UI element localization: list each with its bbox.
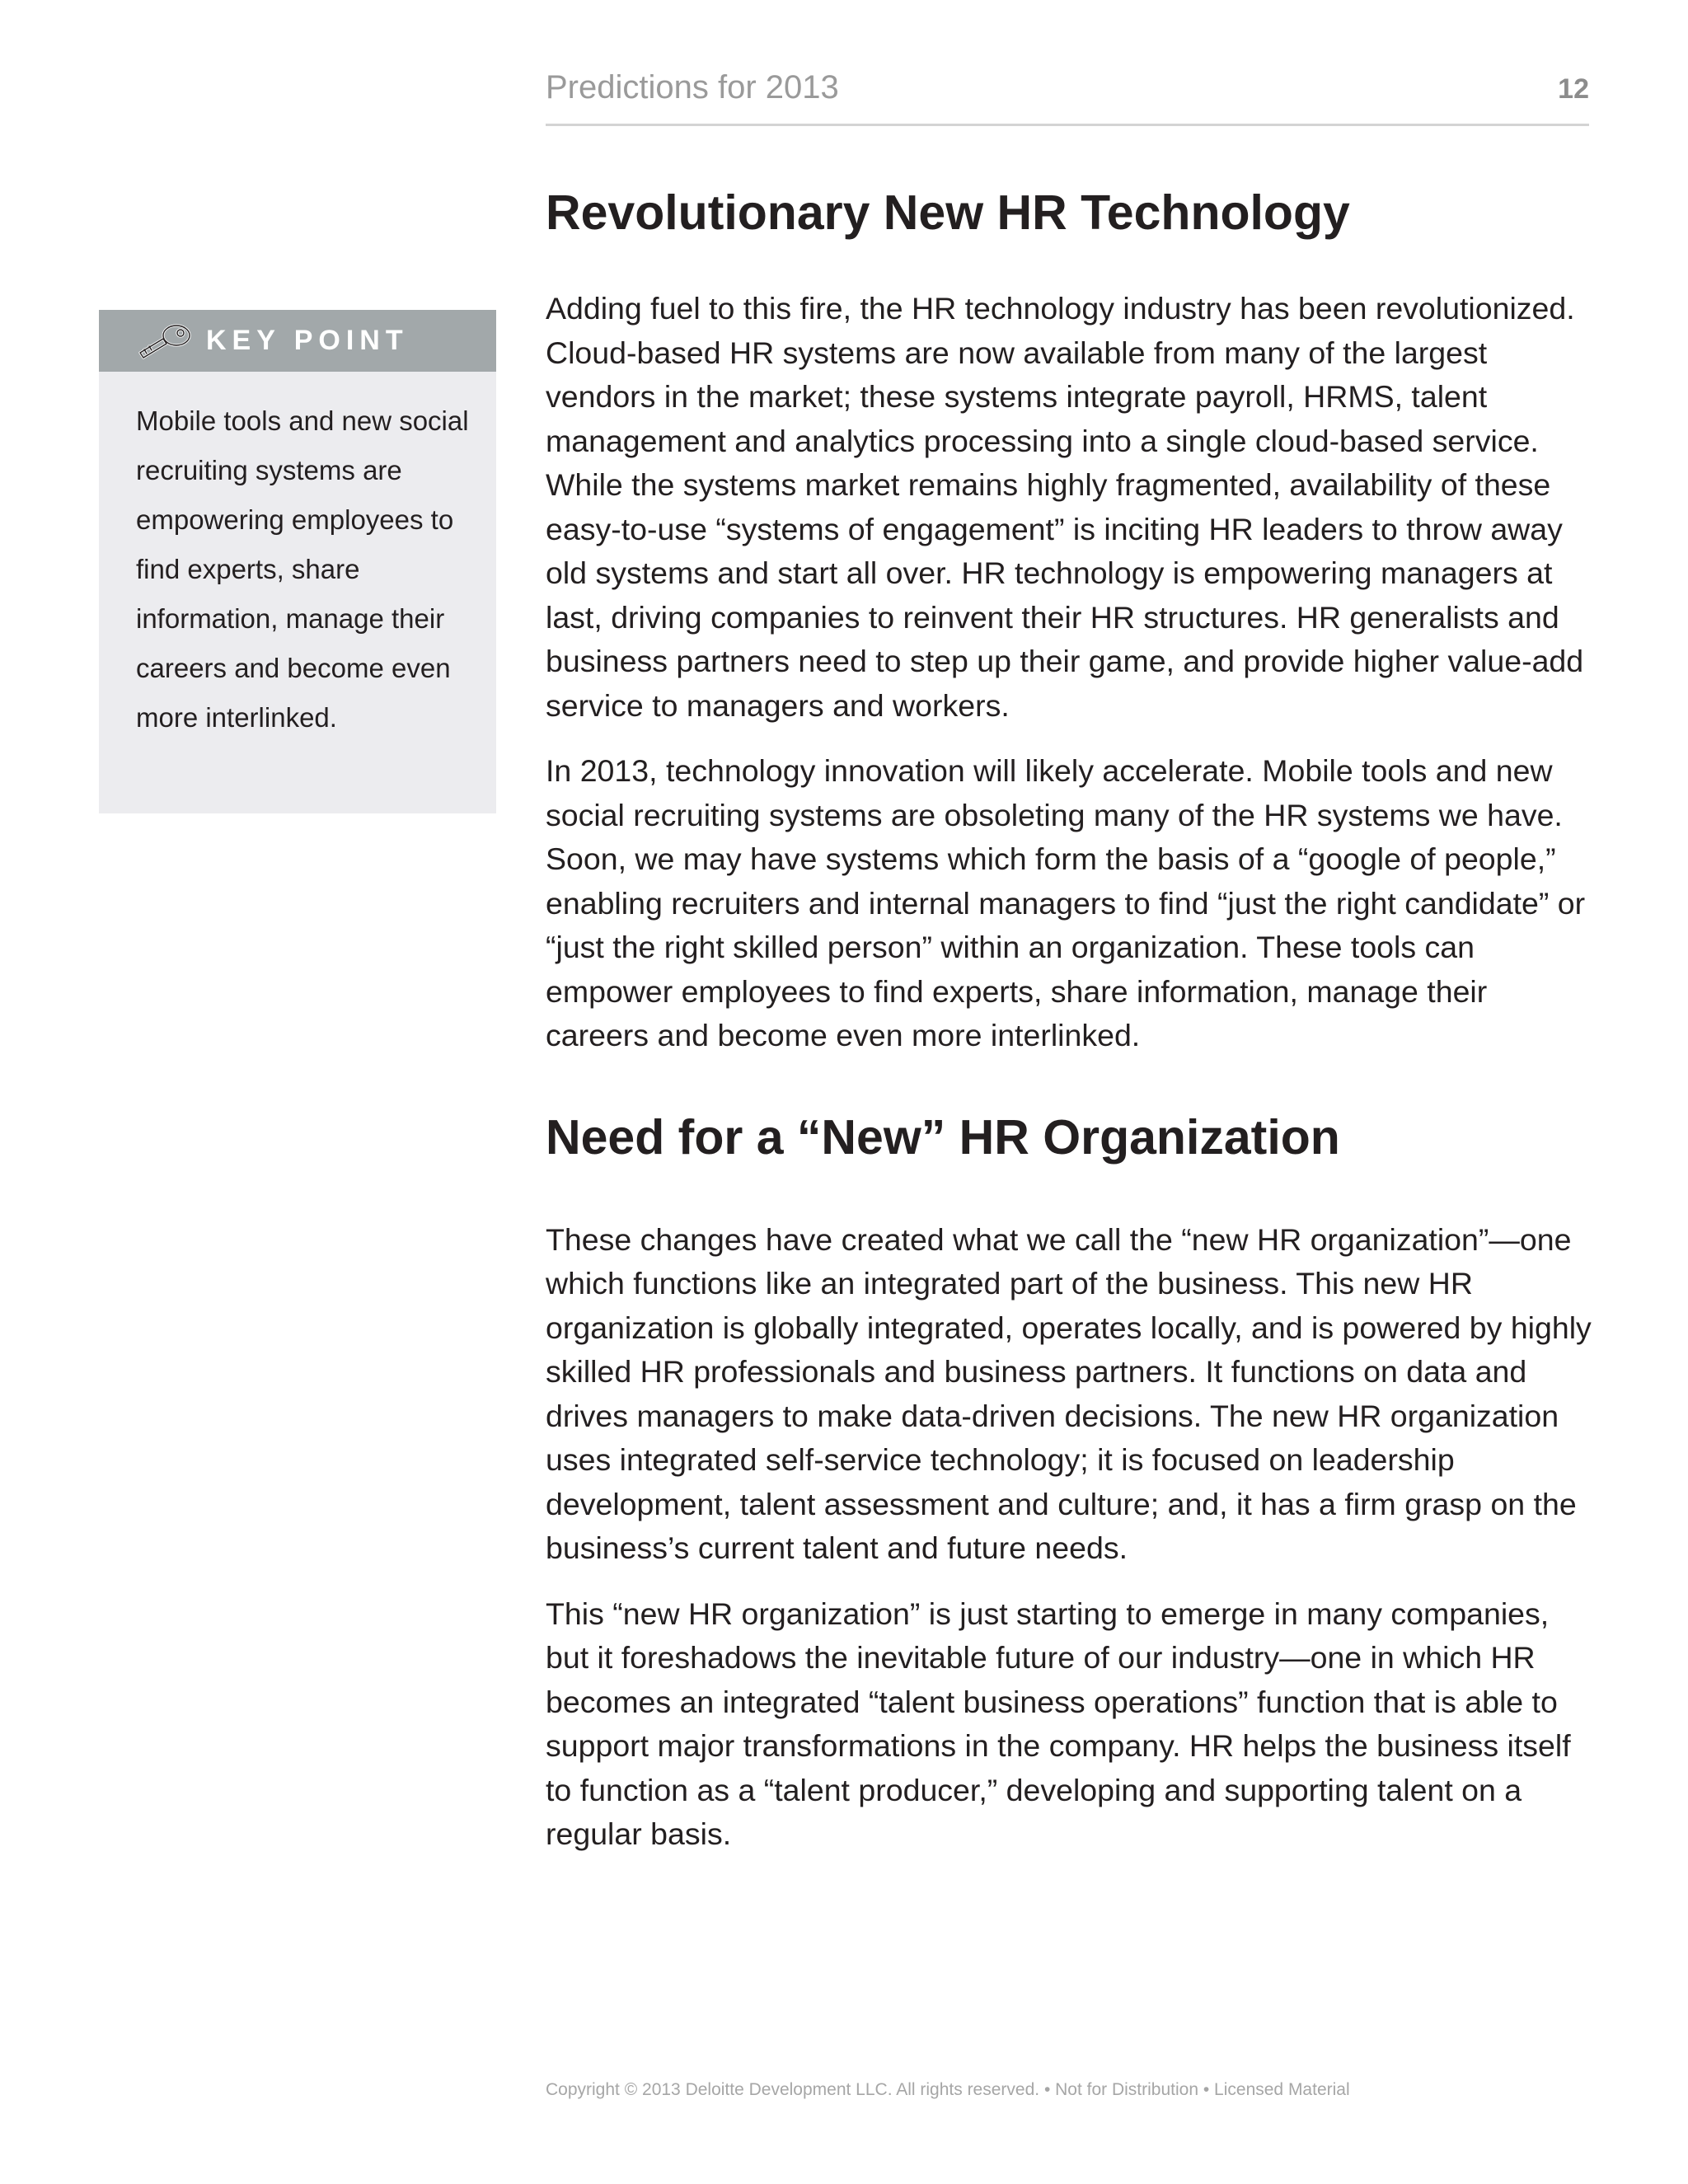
page-number: 12 (1558, 73, 1589, 105)
paragraph: Adding fuel to this fire, the HR technology industry has been revolutionized. Cloud-based HR systems are now available from many of the largest vendors in the market; these systems integrate payroll, HRMS, talent management and analytics processing into a single cloud-based service. While the systems market remains highly fragmented, availability of these easy-to-use “systems of engagement” is inciting HR leaders to throw away old systems and start all over. HR technology is empowering managers at last, driving companies to reinvent their HR structures. HR generalists and business partners need to step up their game, and provide higher value-add service to managers and workers. (546, 291, 1584, 723)
section-heading-new-hr-organization: Need for a “New” HR Organization (546, 1109, 1340, 1165)
key-icon (135, 322, 193, 360)
paragraph: These changes have created what we call the “new HR organization”—one which functions like an integrated part of the business. This new HR organization is globally integrated, operates locally, and is powered by highly skilled HR professionals and business partners. It functions on data and drives managers to make data-driven decisions. The new HR organization uses integrated self-service technology; it is focused on leadership development, talent assessment and culture; and, it has a firm grasp on the business’s current talent and future needs. (546, 1221, 1592, 1565)
paragraph: This “new HR organization” is just starting to emerge in many companies, but it foreshadows the inevitable future of our industry—one in which HR becomes an integrated “talent business operations” function that is able to support major transformations in the company. HR helps the business itself to function as a “talent producer,” developing and supporting talent on a regular basis. (546, 1596, 1571, 1851)
page-header (546, 66, 1589, 126)
key-point-text: Mobile tools and new social recruiting systems are empowering employees to find experts, share information, manage their careers and become even more interlinked. (136, 405, 469, 733)
document-title: Predictions for 2013 (546, 69, 839, 105)
key-point-label: KEY POINT (206, 325, 409, 356)
key-point-header (99, 310, 496, 372)
main-content (546, 180, 1592, 1878)
paragraph: In 2013, technology innovation will likely accelerate. Mobile tools and new social recruiting systems are obsoleting many of the HR systems we have. Soon, we may have systems which form the basis of a “google of people,” enabling recruiters and internal managers to find “just the right candidate” or “just the right skilled person” within an organization. These tools can empower employees to find experts, share information, manage their careers and become even more interlinked. (546, 753, 1586, 1052)
copyright-footer: Copyright © 2013 Deloitte Development LLC. All rights reserved. • Not for Distribution • Licensed Material (546, 2080, 1350, 2099)
key-point-box (99, 310, 496, 813)
section-heading-hr-technology: Revolutionary New HR Technology (546, 185, 1350, 240)
